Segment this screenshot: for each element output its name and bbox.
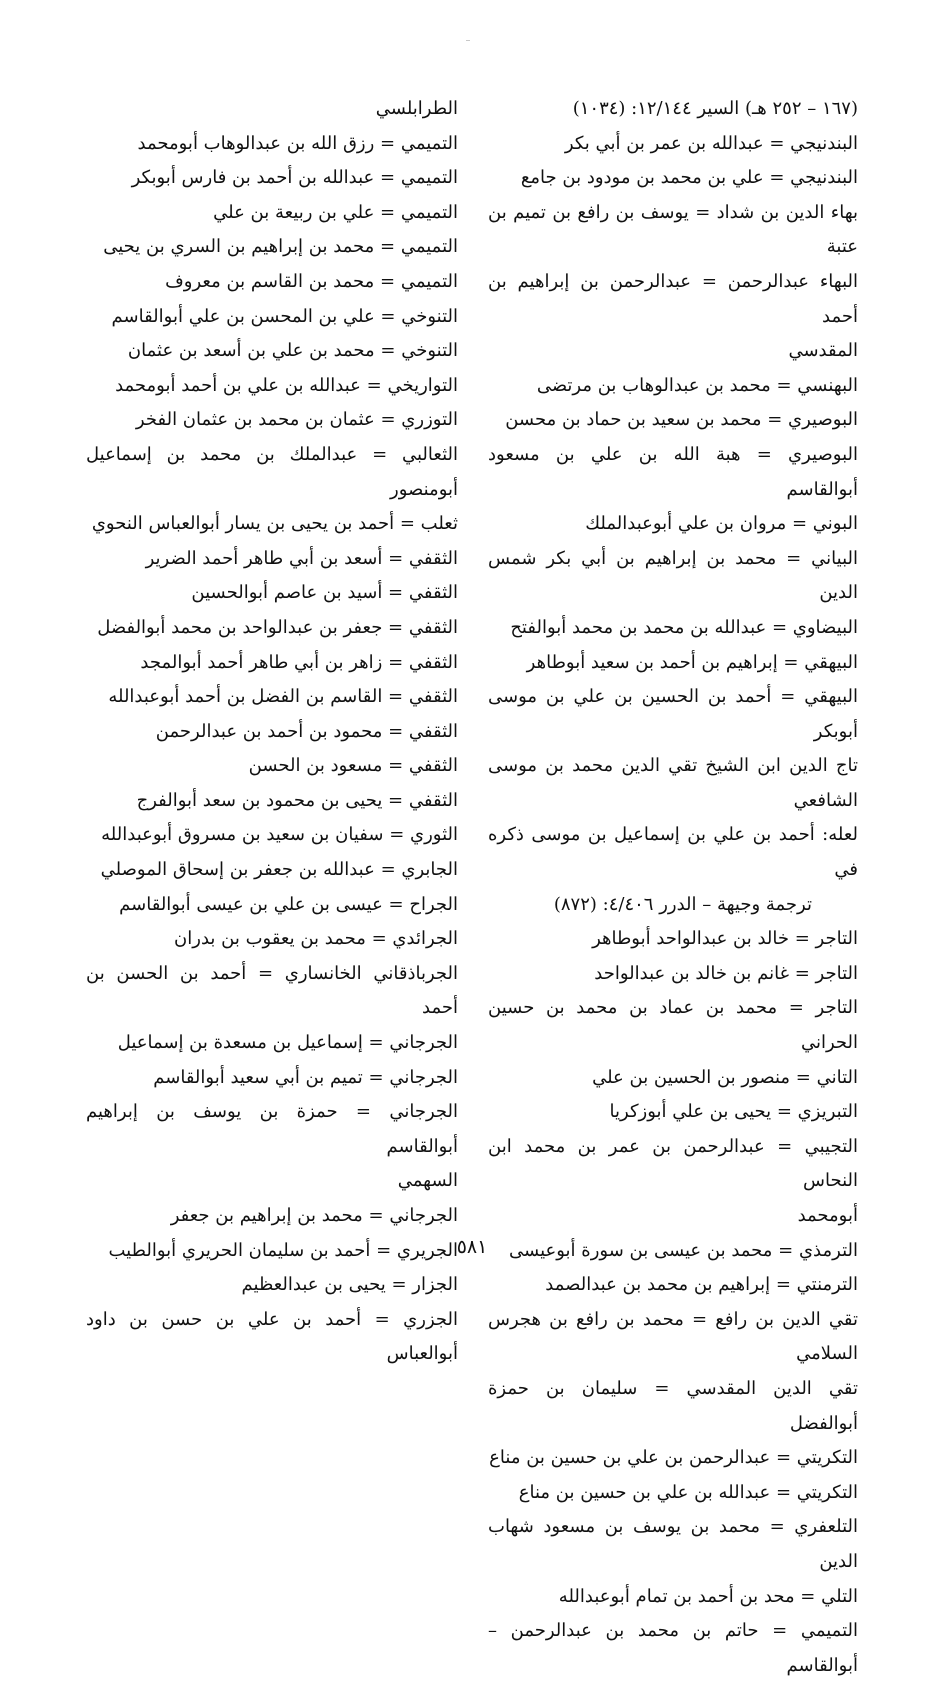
index-entry — [86, 853, 458, 888]
entry-text: الجريري = أحمد بن سليمان الحريري أبوالطيب — [108, 1239, 458, 1261]
entry-text: الجرجاني = محمد بن إبراهيم بن جعفر — [170, 1205, 458, 1226]
entry-text: البوصيري = محمد بن سعيد بن حماد بن محسن — [505, 409, 858, 431]
index-entry — [488, 1095, 858, 1130]
entry-text: التميمي = حاتم بن محمد بن عبدالرحمن – أبوالقاسم — [488, 1620, 858, 1676]
entry-text: تاج الدين ابن الشيخ تقي الدين محمد بن موسى الشافعي — [488, 755, 858, 811]
entry-text: التميمي = محمد بن إبراهيم بن السري بن يحيى — [103, 236, 458, 258]
entry-text: التلي = محد بن أحمد بن تمام أبوعبدالله — [558, 1585, 858, 1607]
entry-text: البيضاوي = عبدالله بن محمد بن محمد أبوالفتح — [510, 616, 858, 638]
entry-text: الثقفي = القاسم بن الفضل بن أحمد أبوعبدالله — [108, 686, 458, 708]
entry-text: التنوخي = علي بن المحسن بن علي أبوالقاسم — [111, 305, 458, 327]
index-entry — [86, 369, 458, 404]
entry-text: الثقفي = جعفر بن عبدالواحد بن محمد أبوالفضل — [97, 616, 458, 638]
index-entry — [86, 1095, 458, 1199]
index-entry — [488, 403, 858, 438]
index-entry — [86, 784, 458, 819]
index-entry — [488, 542, 858, 611]
entry-text: الترمذي = محمد بن عيسى بن سورة أبوعيسى — [509, 1239, 858, 1261]
index-entry — [488, 1061, 858, 1096]
entry-text: (١٦٧ – ٢٥٢ هـ) السير ١٢/١٤٤: (١٠٣٤) — [572, 98, 858, 119]
entry-text: الجزار = يحيى بن عبدالعظيم — [241, 1274, 458, 1296]
index-entry — [86, 265, 458, 300]
entry-text: التلعفري = محمد بن يوسف بن مسعود شهاب الدين — [488, 1516, 858, 1572]
index-entry — [488, 749, 858, 818]
entry-text: التبريزي = يحيى بن علي أبوزكريا — [609, 1101, 858, 1123]
entry-text: الجزري = أحمد بن علي بن حسن بن داود أبوالعباس — [86, 1308, 458, 1365]
entry-text: البندنيجي = علي بن محمد بن مودود بن جامع — [520, 167, 858, 189]
index-entry — [86, 957, 458, 1026]
entry-text: الثقفي = أسعد بن أبي طاهر أحمد الضرير — [145, 547, 458, 569]
index-entry — [86, 922, 458, 957]
entry-text: التميمي = عبدالله بن أحمد بن فارس أبوبكر — [131, 167, 458, 189]
entry-text: الجرجاني = إسماعيل بن مسعدة بن إسماعيل — [117, 1032, 458, 1054]
entry-text: التاجر = محمد بن عماد بن محمد بن حسين الحراني — [488, 997, 858, 1054]
entry-text: الجرجاني = تميم بن أبي سعيد أبوالقاسم — [153, 1066, 458, 1088]
entry-text: التنوخي = محمد بن علي بن أسعد بن عثمان — [127, 340, 458, 362]
index-entry — [488, 1372, 858, 1441]
index-entry — [86, 300, 458, 335]
index-entry — [86, 507, 458, 542]
index-entry — [86, 576, 458, 611]
entry-text: التواريخي = عبدالله بن علي بن أحمد أبومحمد — [115, 374, 458, 396]
index-entry — [86, 1268, 458, 1303]
scan-mark — [466, 40, 470, 41]
index-entry — [488, 611, 858, 646]
index-entry — [86, 1303, 458, 1372]
index-entry — [86, 1199, 458, 1234]
entry-text: البوني = مروان بن علي أبوعبدالملك — [585, 513, 858, 535]
index-entry — [488, 265, 858, 369]
index-entry — [86, 196, 458, 231]
entry-text: الثوري = سفيان بن سعيد بن مسروق أبوعبدالله — [101, 824, 458, 846]
index-entry — [86, 749, 458, 784]
index-entry — [86, 92, 458, 127]
index-entry — [86, 438, 458, 507]
entry-text: البوصيري = هبة الله بن علي بن مسعود أبوالقاسم — [488, 443, 858, 500]
index-entry — [488, 196, 858, 265]
entry-text: الجرباذقاني الخانساري = أحمد بن الحسن بن أحمد — [86, 962, 458, 1019]
left-column — [86, 92, 458, 1372]
entry-text: ثعلب = أحمد بن يحيى بن يسار أبوالعباس النحوي — [91, 513, 458, 535]
index-entry — [86, 818, 458, 853]
index-entry — [488, 957, 858, 992]
entry-text: الثقفي = يحيى بن محمود بن سعد أبوالفرج — [136, 789, 458, 811]
entry-text: التاني = منصور بن الحسين بن علي — [592, 1066, 858, 1088]
entry-continuation: المقدسي — [788, 340, 858, 362]
entry-text: البهنسي = محمد بن عبدالوهاب بن مرتضى — [536, 374, 858, 396]
index-entry — [488, 507, 858, 542]
entry-text: الجرجاني = حمزة بن يوسف بن إبراهيم أبوالقاسم — [86, 1101, 458, 1157]
index-entry — [86, 230, 458, 265]
index-entry — [86, 680, 458, 715]
index-entry — [86, 403, 458, 438]
entry-text: الجرائدي = محمد بن يعقوب بن بدران — [174, 928, 458, 950]
index-entry — [488, 1303, 858, 1372]
entry-text: البيهقي = إبراهيم بن أحمد بن سعيد أبوطاهر — [526, 651, 858, 673]
entry-text: التوزري = عثمان بن محمد بن عثمان الفخر — [135, 409, 458, 431]
index-entry — [488, 818, 858, 922]
index-entry — [488, 92, 858, 127]
index-entry — [488, 127, 858, 162]
index-entry — [488, 438, 858, 507]
entry-text: البندنيجي = عبدالله بن عمر بن أبي بكر — [564, 132, 858, 154]
entry-text: البياني = محمد بن إبراهيم بن أبي بكر شمس الدين — [488, 547, 858, 604]
index-entry — [86, 127, 458, 162]
right-column — [488, 92, 858, 1683]
entry-text: الثقفي = زاهر بن أبي طاهر أحمد أبوالمجد — [140, 651, 458, 673]
entry-text: التكريتي = عبدالرحمن بن علي بن حسين بن مناع — [489, 1447, 858, 1469]
index-entry — [488, 1614, 858, 1683]
index-entry — [488, 646, 858, 681]
entry-text: الثعالبي = عبدالملك بن محمد بن إسماعيل أبومنصور — [86, 443, 458, 500]
entry-text: الجابري = عبدالله بن جعفر بن إسحاق الموصلي — [100, 859, 458, 881]
entry-text: الثقفي = أسيد بن عاصم أبوالحسين — [191, 582, 458, 604]
index-entry — [488, 991, 858, 1060]
index-entry — [488, 1580, 858, 1615]
index-entry — [86, 1026, 458, 1061]
entry-text: التاجر = خالد بن عبدالواحد أبوطاهر — [592, 928, 858, 950]
entry-text: التجيبي = عبدالرحمن بن عمر بن محمد ابن النحاس — [488, 1135, 858, 1192]
entry-text: الجراح = عيسى بن علي بن عيسى أبوالقاسم — [119, 893, 458, 915]
index-entry — [488, 1268, 858, 1303]
index-entry — [488, 369, 858, 404]
index-entry — [488, 161, 858, 196]
index-entry — [86, 611, 458, 646]
index-entry — [86, 715, 458, 750]
entry-continuation: أبومحمد — [797, 1205, 858, 1226]
entry-text: التميمي = محمد بن القاسم بن معروف — [165, 270, 458, 292]
entry-text: التميمي = رزق الله بن عبدالوهاب أبومحمد — [137, 132, 458, 154]
page-number: ٥٨١ — [456, 1236, 488, 1258]
entry-text: الطرابلسي — [375, 98, 458, 119]
entry-continuation: ترجمة وجيهة – الدرر ٤/٤٠٦: (٨٧٢) — [553, 893, 812, 915]
index-entry — [488, 680, 858, 749]
entry-text: التميمي = علي بن ربيعة بن علي — [213, 201, 458, 223]
index-entry — [488, 1441, 858, 1476]
index-entry — [86, 888, 458, 923]
index-entry — [86, 542, 458, 577]
index-entry — [86, 161, 458, 196]
index-entry — [488, 1476, 858, 1511]
entry-text: الترمنتي = إبراهيم بن محمد بن عبدالصمد — [545, 1274, 858, 1296]
entry-text: التاجر = غانم بن خالد بن عبدالواحد — [594, 962, 858, 984]
index-entry — [488, 1510, 858, 1579]
index-entry — [488, 1130, 858, 1234]
entry-text: البهاء عبدالرحمن = عبدالرحمن بن إبراهيم بن أحمد — [488, 270, 858, 327]
index-entry — [488, 922, 858, 957]
index-entry — [86, 646, 458, 681]
entry-text: بهاء الدين بن شداد = يوسف بن رافع بن تميم بن عتبة — [488, 201, 858, 258]
entry-text: تقي الدين بن رافع = محمد بن رافع بن هجرس السلامي — [488, 1308, 858, 1365]
entry-text: الثقفي = محمود بن أحمد بن عبدالرحمن — [155, 720, 458, 742]
entry-text: لعله: أحمد بن علي بن إسماعيل بن موسى ذكره في — [488, 824, 858, 881]
entry-text: تقي الدين المقدسي = سليمان بن حمزة أبوالفضل — [488, 1377, 858, 1434]
entry-text: الثقفي = مسعود بن الحسن — [248, 755, 458, 777]
index-entry — [86, 334, 458, 369]
entry-text: التكريتي = عبدالله بن علي بن حسين بن مناع — [518, 1481, 858, 1503]
entry-text: البيهقي = أحمد بن الحسين بن علي بن موسى أبوبكر — [488, 686, 858, 742]
entry-continuation: السهمي — [397, 1170, 458, 1192]
index-entry — [86, 1061, 458, 1096]
